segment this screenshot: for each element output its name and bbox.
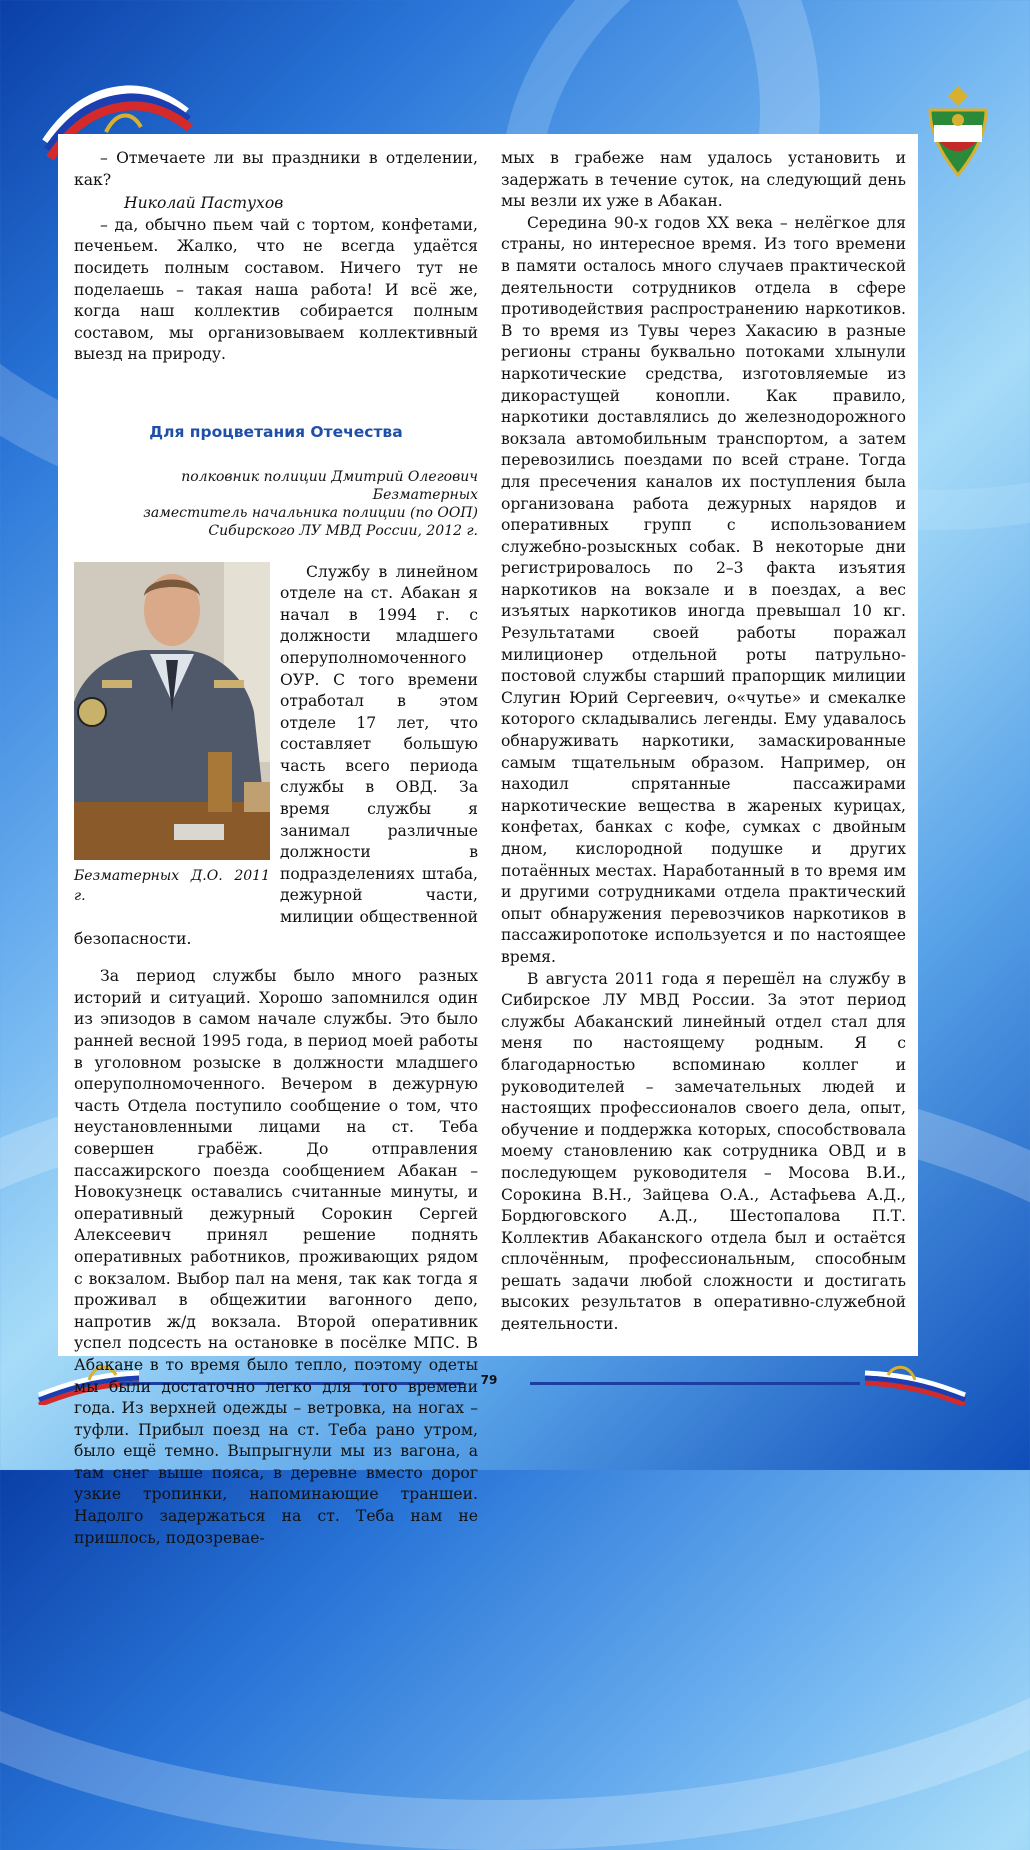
officer-portrait-image xyxy=(74,562,270,860)
interview-question: – Отмечаете ли вы праздники в отделении, как? xyxy=(74,149,478,189)
section-title: Для процветания Отечества xyxy=(149,422,403,441)
byline-line: полковник полиции Дмитрий Олегович Безматерных xyxy=(181,468,478,503)
author-byline xyxy=(74,468,478,540)
article-paragraph: За период службы было много разных историй и ситуаций. Хорошо запомнился один из эпизодов в самом начале службы. Это было ранней весной 1995 года, в период моей работы в уголовном розыске в должности младшего оперуполномоченного. Вечером в дежурную часть Отдела поступило сообщение о том, что неустановленными лицами на ст. Теба совершен грабёж. До отправления пассажирского поезда сообщением Абакан – Новокузнецк оставались считанные минуты, и оперативный дежурный Сорокин Сергей Алексеевич принял решение поднять оперативных работников, проживающих рядом с вокзалом. Выбор пал на меня, так как тогда я проживал в общежитии вагонного депо, напротив ж/д вокзала. Второй оперативник успел подсесть на остановке в посёлке МПС. В Абакане в то время было тепло, поэтому одеты мы были достаточно легко для того времени года. Из верхней одежды – ветровка, на ногах – туфли. Прибыл поезд на ст. Теба рано утром, было ещё темно. Выпрыгнули мы из вагона, а там снег выше пояса, в деревне вместо дорог узкие тропинки, напоминающие траншеи. Надолго задержаться на ст. Теба нам не пришлось, подозревае- xyxy=(74,967,478,1547)
interview-answer: – да, обычно пьем чай с тортом, конфетами, печеньем. Жалко, что не всегда удаётся посидеть полным составом. Ничего тут не поделаешь – такая наша работа! И всё же, когда наш коллектив собирается полным составом, мы организовываем коллективный выезд на природу. xyxy=(74,215,478,364)
author-photo-figure xyxy=(74,562,270,906)
author-photo xyxy=(74,562,270,860)
flag-ribbon-ornament-icon xyxy=(860,1355,970,1405)
byline-line: Сибирского ЛУ МВД России, 2012 г. xyxy=(208,522,478,539)
right-column xyxy=(501,148,906,1336)
police-emblem-icon xyxy=(920,80,996,180)
left-column xyxy=(74,148,478,1549)
photo-caption: Безматерных Д.О. 2011 г. xyxy=(74,867,270,904)
article-paragraph: мых в грабеже нам удалось установить и задержать в течение суток, на следующий день мы везли их уже в Абакан. xyxy=(501,149,906,211)
article-paragraph: Середина 90-х годов XX века – нелёгкое для страны, но интересное время. Из того времени в памяти осталось много случаев практической деятельности сотрудников отдела в сфере противодействия распространению наркотиков. В то время из Тувы через Хакасию в разные регионы страны буквально потоками хлынули наркотические средства, изготовляемые из дикорастущей конопли. Как правило, наркотики доставлялись до железнодорожного вокзала автомобильным транспортом, а затем перевозились поездами по всей стране. Тогда для пресечения каналов их поступления была организована работа дежурных нарядов и оперативных групп с использованием служебно-розыскных собак. В некоторые дни регистрировалось по 2–3 факта изъятия наркотиков на вокзале и в поездах, а вес изъятых наркотиков иногда превышал 10 кг. Результатами своей работы поражал милиционер отдельной роты патрульно-постовой службы старший прапорщик милиции Слугин Юрий Сергеевич, о«чутье» и смекалке которого складывались легенды. Ему удавалось обнаруживать наркотики, замаскированные самым тщательным образом. Например, он находил спрятанные пассажирами наркотические вещества в жареных курицах, конфетах, банках с кофе, сумках с двойным дном, кислородной подушке и других потаённых местах. Наработанный в то время им и другими сотрудниками отдела практический опыт обнаружения перевозчиков наркотиков в пассажиропотоке используется и по настоящее время. xyxy=(501,213,906,966)
page-number: 79 xyxy=(480,1373,498,1387)
article-paragraph: Службу в линейном отделе на ст. Абакан я начал в 1994 г. с должности младшего оперуполномоченного ОУР. С того времени отработал в этом отделе 17 лет, что составляет большую часть всего периода службы в ОВД. За время службы я занимал различные должности в подразделениях штаба, дежурной части, милиции общественной безопасности. xyxy=(74,562,478,948)
article-paragraph: В августа 2011 года я перешёл на службу в Сибирское ЛУ МВД России. За этот период службы Абаканский линейный отдел стал для меня по настоящему родным. Я с благодарностью вспоминаю коллег и руководителей – замечательных людей и настоящих профессионалов своего дела, опыт, обучение и поддержка которых, способствовала моему становлению как сотрудника ОВД и в последующем руководителя – Мосова В.И., Сорокина В.Н., Зайцева О.А., Астафьева А.Д., Бордюговского А.Д., Шестопалова П.Т. Коллектив Абаканского отдела был и остаётся сплочённым, профессиональным, способным решать задачи любой сложности и достигать высоких результатов в оперативно-служебной деятельности. xyxy=(501,969,906,1334)
byline-line: заместитель начальника полиции (по ООП) xyxy=(143,504,478,521)
speaker-name: Николай Пастухов xyxy=(124,194,284,213)
footer-rule-right xyxy=(530,1382,860,1385)
